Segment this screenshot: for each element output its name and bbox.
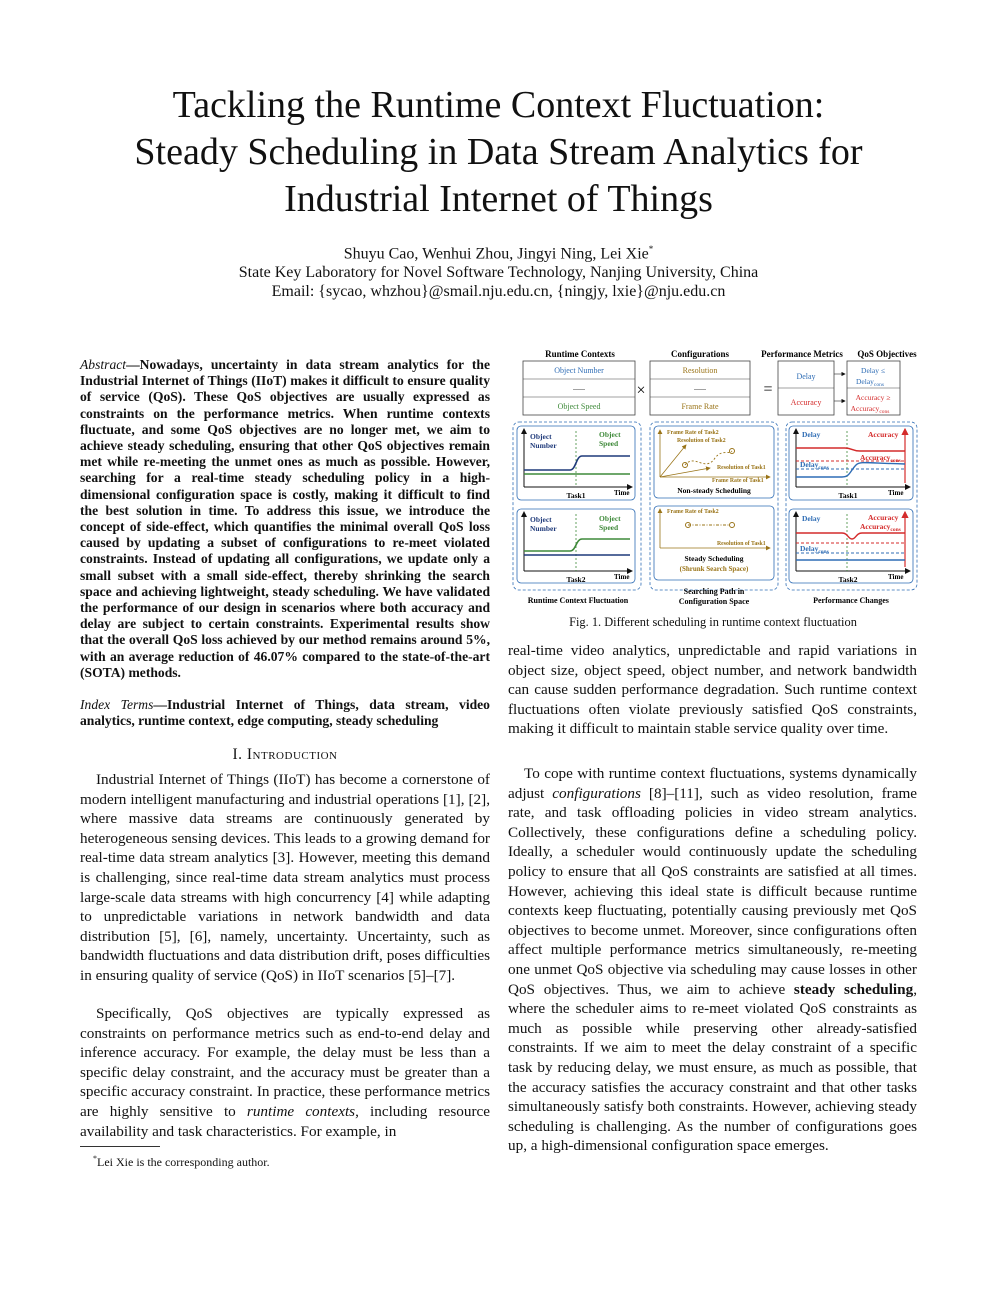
- footnote-rule: [80, 1146, 160, 1147]
- shrunk-label: (Shrunk Search Space): [679, 565, 749, 573]
- svg-text:Delaycons: [800, 544, 829, 555]
- svg-text:Delaycons: [856, 377, 884, 388]
- intro-paragraph-1: [80, 770, 490, 986]
- header-performance-metrics: Performance Metrics: [761, 349, 843, 359]
- ns-res-task1: Resolution of Task1: [717, 465, 766, 471]
- perf-accuracy: Accuracy: [790, 398, 822, 407]
- ns-res-task2: Resolution of Task2: [677, 438, 726, 444]
- right-p2-strong: steady scheduling: [793, 980, 914, 998]
- p1-acccons-label: Accuracy: [860, 453, 891, 462]
- email: Email: {sycao, whzhou}@smail.nju.edu.cn, {ningjy, lxie}@nju.edu.cn: [271, 283, 726, 301]
- header-runtime-contexts: Runtime Contexts: [545, 349, 615, 359]
- intro-paragraph-2: [80, 1004, 490, 1141]
- rc-object-number: Object Number: [554, 366, 604, 375]
- t2-speed-label: Speed: [599, 523, 619, 532]
- non-steady-search-chart: [654, 426, 774, 498]
- intro-p2-text-b: , including resource availability and task characteristics. For example, in: [80, 1102, 490, 1140]
- right-p2-text-c: , where the scheduler aims to re-meet violated QoS constraints as much as possible while preserving other already-satisfied constraints. If we aim to meet the delay constraint of a specific task by reducing delay, we must ensure, as much as possible, that the accuracy satisfies the accuracy constraint and that other tasks simultaneously satisfy both constraints. However, achieving steady scheduling is challenging. As the number of configurations goes up, a high-dimensional configuration space emerges.: [508, 980, 917, 1155]
- label-searching-path-2: Configuration Space: [678, 597, 750, 606]
- abstract-body: —Nowadays, uncertainty in data stream analytics for the Industrial Internet of Things (IIoT) makes it difficult to ensure quality of service (QoS). These QoS objectives are usually expressed as constraints on the performance metrics. When runtime contexts fluctuate, and some QoS objectives are no longer met, we aim to achieve steady scheduling, ensuring that other QoS objectives remain met while re-meeting the unmet ones as much as possible. However, searching for a real-time steady scheduling policy in a high-dimensional configuration space is costly, making it difficult to find the best solution in time. To address this issue, we introduce the concept of side-effect, which quantifies the minimal overall QoS loss caused by updating a subset of configurations to re-meet violated constraints. Instead of updating all configurations, we update only a small subset with a small side-effect, thereby shrinking the search space and achieving lightweight, steady scheduling. We have validated the performance of our design in scenarios where both accuracy and delay are subject to certain constraints. Experimental results show that the overall QoS loss achieved by our method remains around 5%, with an average reduction of 46.07% compared to the state-of-the-art (SOTA) methods.: [80, 357, 490, 680]
- p2-time-label: Time: [888, 573, 904, 581]
- cfg-frame-rate: Frame Rate: [681, 402, 719, 411]
- task1-context-chart: [517, 426, 635, 500]
- abstract: [80, 357, 490, 681]
- intro-p2-emphasis: runtime contexts: [246, 1102, 356, 1120]
- label-performance-changes: Performance Changes: [813, 596, 889, 605]
- task2-performance-chart: [789, 509, 913, 584]
- title-line-1: Tackling the Runtime Context Fluctuation:: [172, 84, 825, 126]
- right-p2-text-b: [8]–[11], such as video resolution, frame rate, and task offloading policies in video stream analytics. Collectively, these configurations define a scheduling policy. Ideally, a scheduler would continuously update the scheduling policy to ensure that all QoS constraints are satisfied at all times. However, achieving this ideal state is difficult because runtime contexts keep fluctuating, potentially causing previously met QoS objectives to become unmet. Moreover, since configurations often affect multiple performance metrics simultaneously, re-meeting one unmet QoS objective via scheduling may cause losses in other QoS objectives. Thus, we aim to achieve: [508, 784, 917, 998]
- p2-delaycons-label: Delay: [800, 544, 819, 553]
- t2-number-label: Number: [530, 524, 557, 533]
- non-steady-label: Non-steady Scheduling: [677, 486, 751, 495]
- task2-context-chart: [517, 509, 635, 584]
- t2-task-label: Task2: [566, 575, 586, 584]
- footnote: [93, 1154, 270, 1170]
- rc-object-speed: Object Speed: [557, 402, 601, 411]
- title-line-3: Industrial Internet of Things: [284, 178, 713, 220]
- p1-time-label: Time: [888, 489, 904, 497]
- p2-acccons-label: Accuracy: [860, 522, 891, 531]
- rc-ellipsis: ......: [573, 383, 585, 392]
- p2-accuracy-label: Accuracy: [868, 513, 899, 522]
- p1-task-label: Task1: [838, 491, 858, 500]
- p1-delay-label: Delay: [802, 430, 821, 439]
- right-paragraph-1: [508, 641, 917, 739]
- svg-text:Accuracycons: [851, 404, 890, 415]
- t2-object2-label: Object: [599, 514, 621, 523]
- affiliation: State Key Laboratory for Novel Software Technology, Nanjing University, China: [238, 264, 759, 282]
- author-mark: *: [648, 244, 654, 254]
- steady-label: Steady Scheduling: [684, 554, 744, 563]
- header-qos-objectives: QoS Objectives: [857, 349, 917, 359]
- p1-acccons-sub: cons: [890, 458, 901, 464]
- footnote-mark: *: [93, 1154, 97, 1163]
- p1-delaycons-sub: cons: [818, 465, 829, 471]
- t1-speed-label: Speed: [599, 439, 619, 448]
- p1-accuracy-label: Accuracy: [868, 430, 899, 439]
- st-res-task1: Resolution of Task1: [717, 541, 766, 547]
- paper-title: [60, 82, 937, 223]
- t1-time-label: Time: [614, 489, 630, 497]
- figure-caption: Fig. 1. Different scheduling in runtime context fluctuation: [569, 615, 857, 629]
- intro-p2-text-a: Specifically, QoS objectives are typically expressed as constraints on performance metrics such as end-to-end delay and inference accuracy. For example, the delay must be less than a specific delay constraint, and the accuracy must be greater than a specific accuracy constraint. In practice, these performance metrics are highly sensitive to: [80, 1005, 490, 1120]
- times-sign: ×: [636, 382, 646, 399]
- steady-search-chart: [654, 506, 774, 580]
- cfg-ellipsis: ......: [694, 383, 706, 392]
- t2-object-label: Object: [530, 515, 552, 524]
- index-terms-body: —Industrial Internet of Things, data stream, video analytics, runtime context, edge computing, steady scheduling: [80, 697, 490, 729]
- ns-fr-task1: Frame Rate of Task1: [712, 478, 764, 484]
- t1-number-label: Number: [530, 441, 557, 450]
- svg-text:Delaycons: [800, 460, 829, 471]
- equals-sign: =: [763, 381, 773, 398]
- header-configurations: Configurations: [670, 349, 730, 359]
- right-p2-text-a: To cope with runtime context fluctuations, systems dynamically adjust: [508, 765, 917, 802]
- qos-acc-line1: Accuracy ≥: [855, 393, 891, 402]
- right-p1-text: real-time video analytics, unpredictable and rapid variations in object size, object speed, object number, and network bandwidth can cause sudden performance degradation. Such runtime context fluctuations often violate previously satisfied QoS constraints, making it difficult to maintain stable service quality over time.: [508, 642, 917, 738]
- label-runtime-context-fluctuation: Runtime Context Fluctuation: [527, 596, 629, 605]
- footnote-text: Lei Xie is the corresponding author.: [97, 1155, 270, 1169]
- qos-acc-sub: cons: [879, 409, 890, 415]
- ns-fr-task2: Frame Rate of Task2: [667, 430, 719, 436]
- cfg-resolution: Resolution: [682, 366, 718, 375]
- section-heading-introduction: I. Introduction: [232, 746, 338, 763]
- figure-1: [510, 343, 920, 611]
- p2-delaycons-sub: cons: [818, 549, 829, 555]
- qos-delay-line2: Delay: [855, 377, 874, 386]
- t1-object2-label: Object: [599, 430, 621, 439]
- t2-time-label: Time: [614, 573, 630, 581]
- qos-delay-line1: Delay ≤: [861, 366, 885, 375]
- svg-text:Accuracycons: [860, 522, 901, 533]
- p2-acccons-sub: cons: [890, 527, 901, 533]
- panel-performance-changes: [786, 422, 917, 590]
- t1-object-label: Object: [530, 432, 552, 441]
- task1-performance-chart: [789, 426, 913, 500]
- right-p2-emphasis: configurations: [552, 784, 641, 802]
- author-block: [0, 240, 997, 301]
- t1-task-label: Task1: [566, 491, 586, 500]
- label-searching-path-1: Searching Path in: [683, 587, 745, 596]
- index-terms: [80, 697, 490, 729]
- right-paragraph-2: [508, 764, 917, 1156]
- index-terms-label: Index Terms: [80, 697, 154, 712]
- qos-delay-sub: cons: [873, 382, 885, 388]
- title-line-2: Steady Scheduling in Data Stream Analytics for: [134, 131, 863, 173]
- p2-task-label: Task2: [838, 575, 858, 584]
- p2-delay-label: Delay: [802, 514, 821, 523]
- qos-acc-line2: Accuracy: [850, 404, 880, 413]
- p1-delaycons-label: Delay: [800, 460, 819, 469]
- intro-p1-text: Industrial Internet of Things (IIoT) has become a cornerstone of modern intelligent manufacturing and industrial operations [1], [2], where massive data streams are continuously generated by heterogeneous sensing devices. This leads to a growing demand for real-time data stream analytics [3]. However, meeting this demand is challenging, since real-time data stream analytics must process large-scale data streams with high concurrency [4] while adapting to unpredictable variations in network bandwidth and data distribution [5], [6], namely, uncertainty. Uncertainty, such as bandwidth fluctuations and data distribution drift, poses difficulties in ensuring quality of service (QoS) in IIoT scenarios [5]–[7].: [80, 771, 490, 984]
- perf-delay: Delay: [796, 372, 816, 381]
- figure-1-diagram: [510, 343, 920, 611]
- abstract-label: Abstract: [80, 357, 127, 372]
- author-names: Shuyu Cao, Wenhui Zhou, Jingyi Ning, Lei Xie: [343, 245, 649, 263]
- st-fr-task2: Frame Rate of Task2: [667, 509, 719, 515]
